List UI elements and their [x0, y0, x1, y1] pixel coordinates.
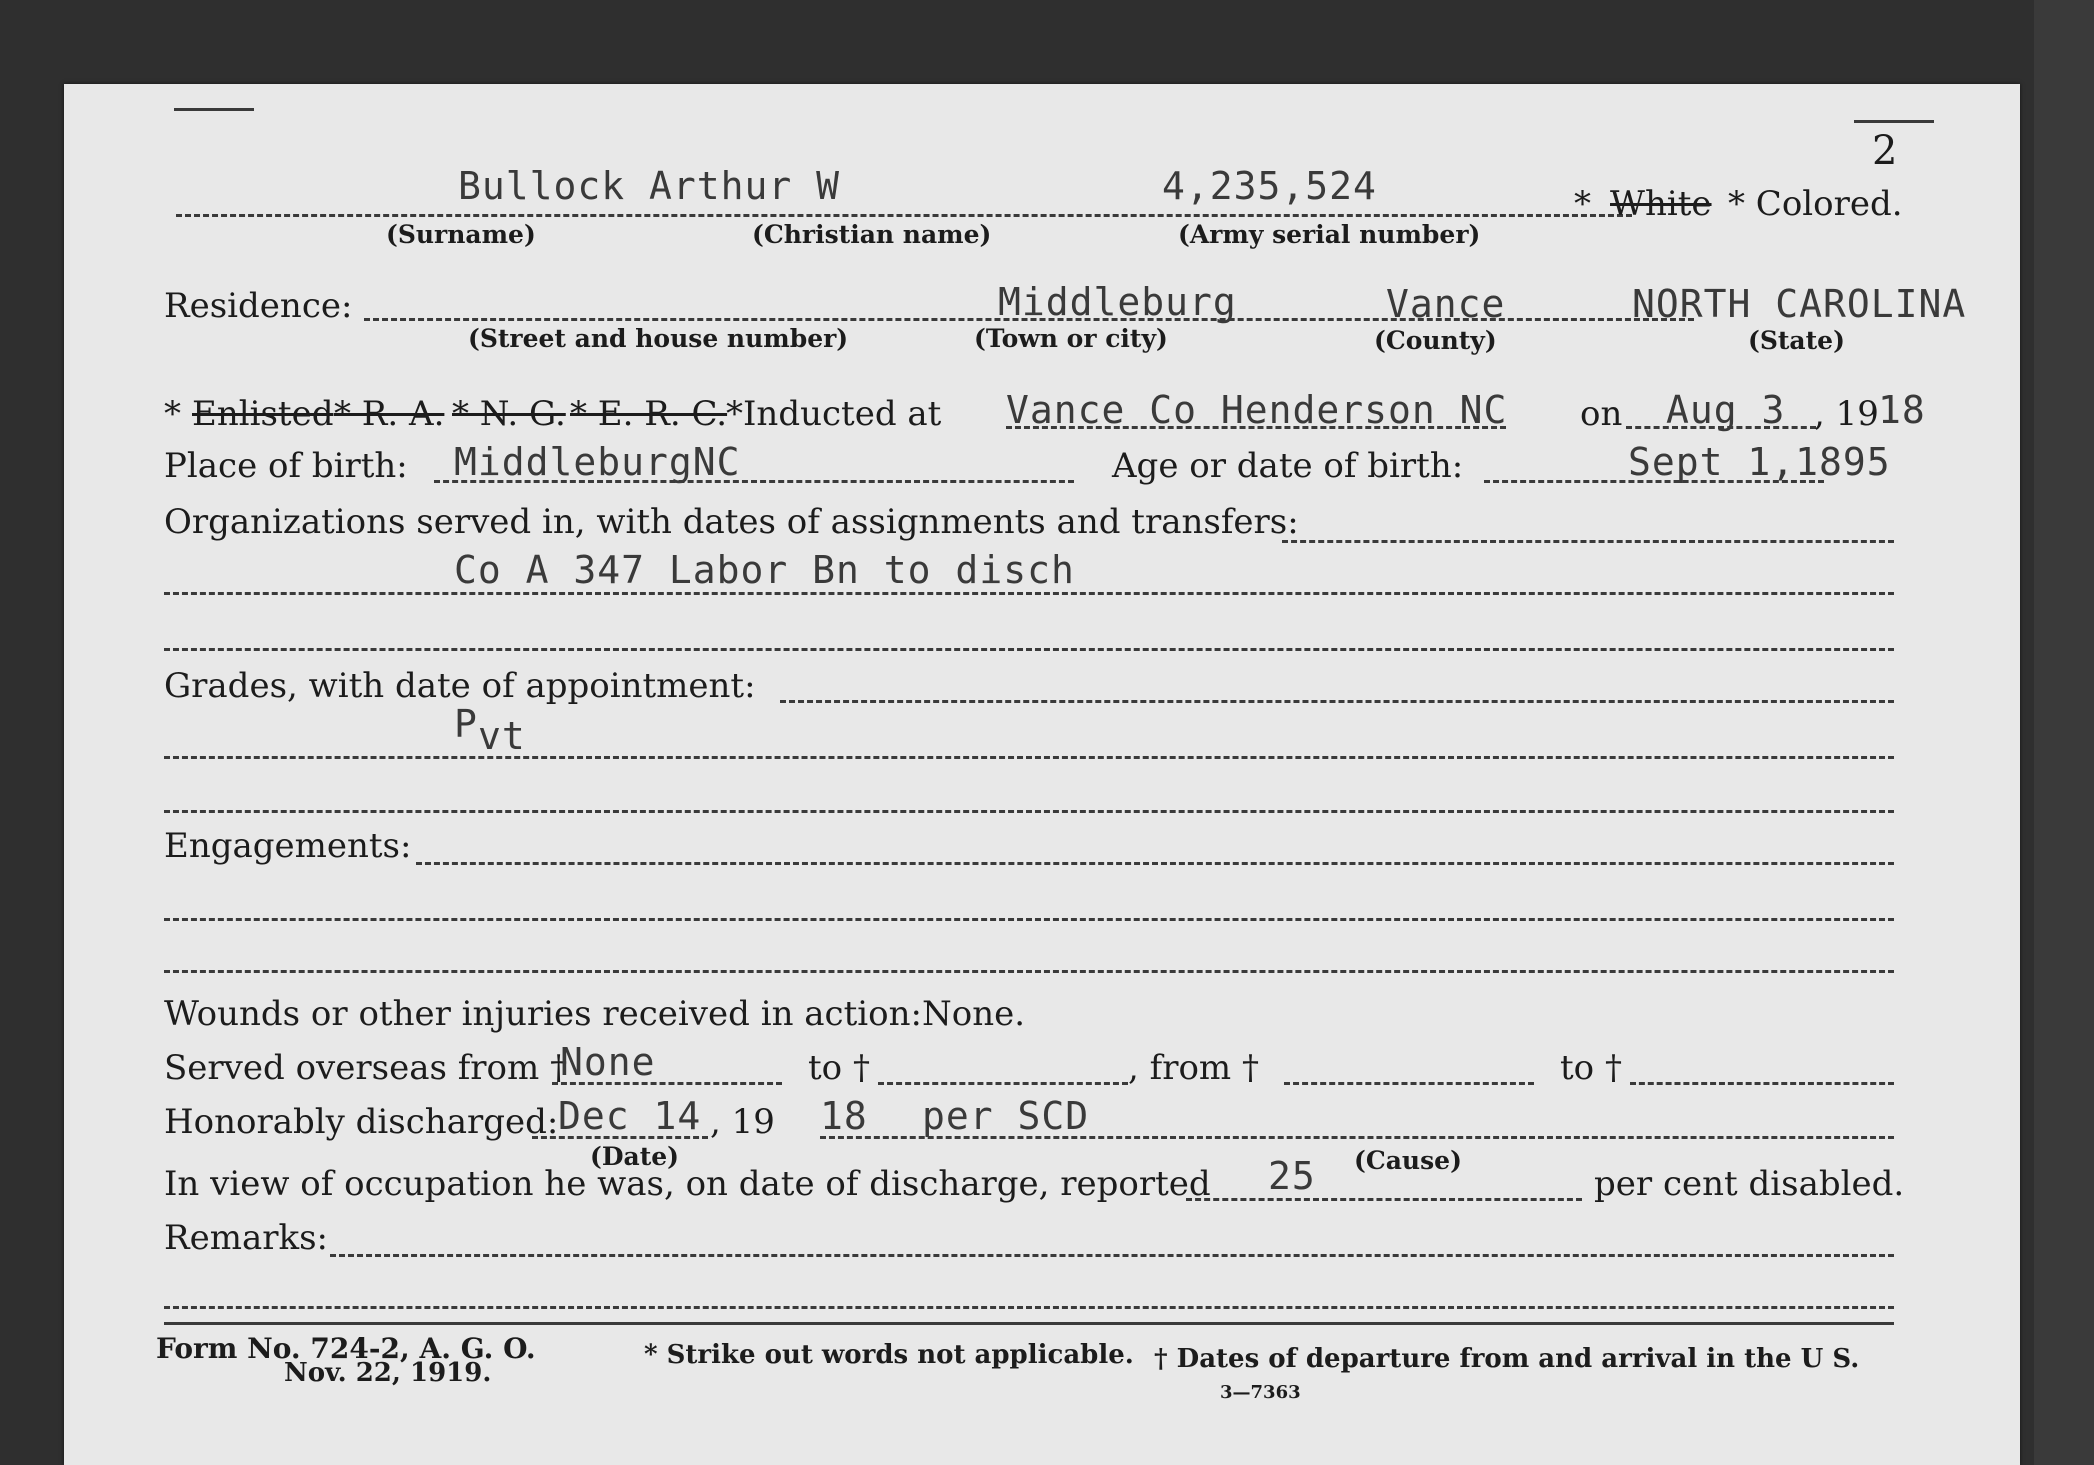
residence-state-value: NORTH CAROLINA	[1632, 282, 1967, 326]
dates-note: † Dates of departure from and arrival in the U S.	[1154, 1344, 1860, 1374]
disability-label-pre: In view of occupation he was, on date of discharge, reported	[164, 1164, 1211, 1204]
remarks-label: Remarks:	[164, 1218, 328, 1258]
overseas-from-line-2	[1284, 1082, 1534, 1085]
overseas-from-value: None	[560, 1040, 656, 1084]
inducted-at-value: Vance Co Henderson NC	[1006, 388, 1508, 432]
overseas-to-label-1: to †	[808, 1048, 870, 1088]
state-caption: (State)	[1748, 326, 1845, 355]
remarks-line-2	[164, 1306, 1894, 1309]
grades-line-2	[164, 756, 1894, 759]
discharge-date-value: Dec 14	[558, 1094, 702, 1138]
service-record-card	[64, 84, 2020, 1465]
grades-line-3	[164, 810, 1894, 813]
engagements-line-1	[416, 862, 1894, 865]
organizations-value: Co A 347 Labor Bn to disch	[454, 548, 1075, 592]
overseas-to-line-1	[878, 1082, 1128, 1085]
engagements-label: Engagements:	[164, 826, 412, 866]
serial-number-value: 4,235,524	[1162, 164, 1377, 208]
overseas-label: Served overseas from †	[164, 1048, 568, 1088]
disability-label-post: per cent disabled.	[1594, 1164, 1905, 1204]
engagements-line-2	[164, 918, 1894, 921]
form-number: Form No. 724-2, A. G. O.	[156, 1332, 536, 1365]
county-caption: (County)	[1374, 326, 1497, 355]
top-right-mark	[1854, 120, 1934, 123]
remarks-line-1	[330, 1254, 1894, 1257]
discharge-cause-caption: (Cause)	[1354, 1146, 1462, 1175]
ra-option: * R. A.	[334, 394, 445, 434]
enlisted-option: Enlisted	[192, 394, 334, 434]
overseas-to-label-2: to †	[1560, 1048, 1622, 1088]
footer-rule	[164, 1322, 1894, 1325]
background-edge	[2034, 0, 2094, 1465]
race-white-option: White	[1610, 184, 1712, 224]
grades-label: Grades, with date of appointment:	[164, 666, 756, 706]
discharge-year-value: 18	[820, 1094, 868, 1138]
grades-line-1	[780, 700, 1894, 703]
place-of-birth-label: Place of birth:	[164, 446, 408, 486]
induction-year-value: 18	[1878, 388, 1926, 432]
strike-out-note: * Strike out words not applicable.	[644, 1340, 1134, 1370]
residence-county-value: Vance	[1386, 282, 1506, 326]
age-label: Age or date of birth:	[1112, 446, 1464, 486]
disability-value: 25	[1268, 1154, 1316, 1198]
overseas-to-line-2	[1630, 1082, 1894, 1085]
disability-line	[1186, 1198, 1582, 1201]
surname-christian-value: Bullock Arthur W	[458, 164, 841, 208]
ng-option: * N. G.	[452, 394, 566, 434]
town-caption: (Town or city)	[974, 324, 1168, 353]
christian-caption: (Christian name)	[752, 220, 992, 249]
form-date: Nov. 22, 1919.	[284, 1358, 492, 1388]
wounds-label: Wounds or other injuries received in action:	[164, 994, 922, 1034]
organizations-line-1	[1282, 540, 1894, 543]
age-value: Sept 1,1895	[1628, 440, 1891, 484]
discharge-cause-value: per SCD	[922, 1094, 1090, 1138]
discharge-date-caption: (Date)	[590, 1142, 679, 1171]
street-caption: (Street and house number)	[468, 324, 849, 353]
erc-option: * E. R. C.	[570, 394, 728, 434]
discharge-label: Honorably discharged:	[164, 1102, 559, 1142]
enlisted-asterisk: *	[164, 394, 181, 434]
organizations-label: Organizations served in, with dates of assignments and transfers:	[164, 502, 1299, 542]
organizations-line-2	[164, 592, 1894, 595]
organizations-line-3	[164, 648, 1894, 651]
inducted-label: *Inducted at	[726, 394, 942, 434]
grade-value-p: P	[454, 702, 478, 746]
card-number: 2	[1872, 128, 1898, 174]
place-of-birth-value: MiddleburgNC	[454, 440, 741, 484]
print-code: 3—7363	[1220, 1382, 1301, 1403]
on-label: on	[1580, 394, 1623, 434]
discharge-year-prefix: , 19	[710, 1102, 775, 1142]
surname-caption: (Surname)	[386, 220, 536, 249]
induction-year-prefix: , 19	[1814, 394, 1879, 434]
grade-value-vt: vt	[478, 714, 526, 758]
wounds-value: None.	[922, 994, 1026, 1034]
name-line	[176, 214, 1632, 217]
race-white-asterisk: *	[1574, 184, 1591, 224]
engagements-line-3	[164, 970, 1894, 973]
residence-label: Residence:	[164, 286, 353, 326]
overseas-from-label-2: , from †	[1128, 1048, 1259, 1088]
serial-caption: (Army serial number)	[1178, 220, 1481, 249]
induction-date-value: Aug 3	[1666, 388, 1786, 432]
residence-town-value: Middleburg	[998, 280, 1237, 324]
race-colored-option: * Colored.	[1728, 184, 1903, 224]
top-corner-mark	[174, 108, 254, 111]
